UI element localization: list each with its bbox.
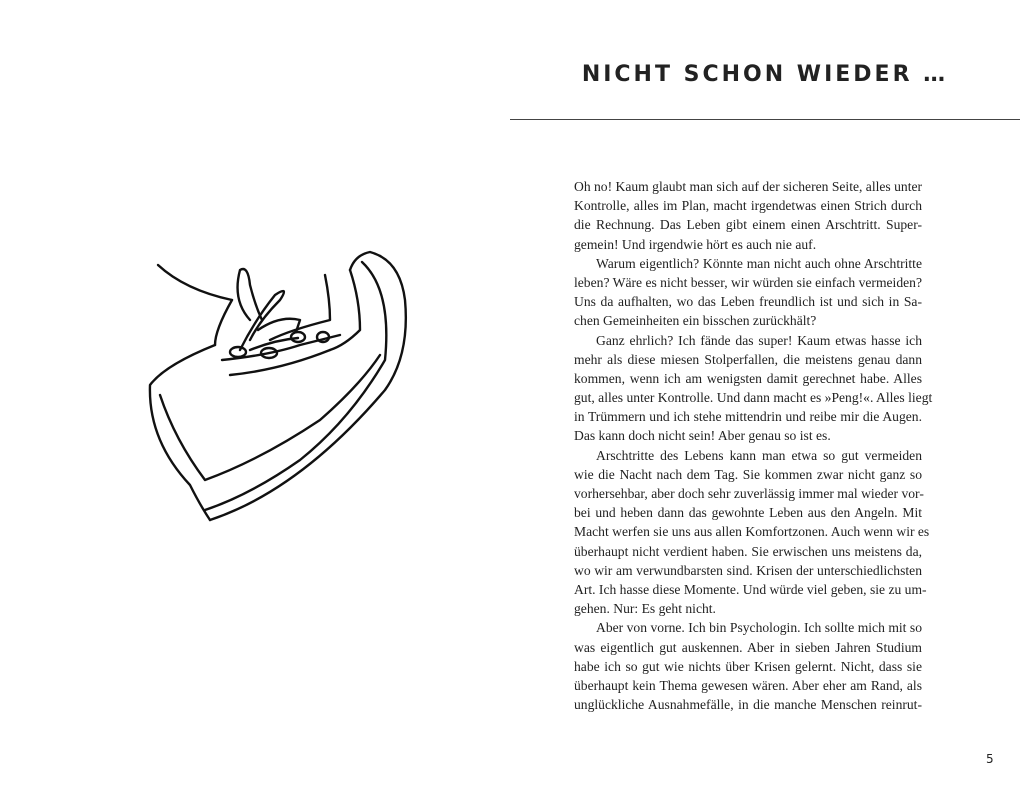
paragraph xyxy=(574,618,922,714)
text-line: Kontrolle, alles im Plan, macht irgendetwas einen Strich durch xyxy=(574,198,922,214)
text-line: unglückliche Ausnahmefälle, in die manche Menschen reinrut- xyxy=(574,697,922,713)
text-line: Macht werfen sie uns aus allen Komfortzonen. Auch wenn wir es xyxy=(574,524,930,540)
paragraph xyxy=(574,331,933,446)
text-line: Art. Ich hasse diese Momente. Und würde viel geben, sie zu um- xyxy=(574,581,927,597)
text-line: Oh no! Kaum glaubt man sich auf der sicheren Seite, alles unter xyxy=(574,179,923,194)
text-line: wie die Nacht nach dem Tag. Sie kommen zwar nicht ganz so xyxy=(574,466,922,482)
text-line: gemein! Und irgendwie hört es auch nie auf. xyxy=(574,236,817,252)
paragraph xyxy=(574,254,922,331)
text-line: mehr als diese miesen Stolperfallen, die meistens genau dann xyxy=(574,351,922,367)
text-line: überhaupt kein Thema gewesen wären. Aber eher am Rand, als xyxy=(574,677,922,693)
text-line: Ganz ehrlich? Ich fände das super! Kaum etwas hasse ich xyxy=(596,332,922,348)
text-line: vorhersehbar, aber doch sehr zuverlässig immer mal wieder vor- xyxy=(574,486,924,501)
paragraph xyxy=(574,446,930,619)
text-line: Das kann doch nicht sein! Aber genau so ist es. xyxy=(574,428,831,444)
text-line: chen Gemeinheiten ein bisschen zurückhält? xyxy=(574,313,817,329)
text-line: kommen, wenn ich am wenigsten damit gerechnet habe. Alles xyxy=(574,370,922,386)
text-line: Arschtritte des Lebens kann man etwa so gut vermeiden xyxy=(596,447,922,463)
paragraph xyxy=(574,177,922,254)
page-number: 5 xyxy=(986,752,994,766)
text-line: in Trümmern und ich stehe mittendrin und reibe mir die Augen. xyxy=(574,409,922,425)
text-line: leben? Wäre es nicht besser, wir würden sie einfach vermeiden? xyxy=(574,274,922,290)
shoe-illustration xyxy=(140,245,420,535)
text-line: die Rechnung. Das Leben gibt einem einen Arschtritt. Super- xyxy=(574,217,922,233)
text-line: Aber von vorne. Ich bin Psychologin. Ich sollte mich mit so xyxy=(596,620,922,636)
text-line: habe ich so gut wie nichts über Krisen gelernt. Nicht, dass sie xyxy=(574,658,922,674)
title-divider xyxy=(510,119,1020,120)
text-line: Uns da aufhalten, wo das Leben freundlich ist und sich in Sa- xyxy=(574,294,922,310)
text-line: Warum eigentlich? Könnte man nicht auch ohne Arschtritte xyxy=(596,255,922,271)
text-line: gehen. Nur: Es geht nicht. xyxy=(574,601,716,617)
text-line: gut, alles unter Kontrolle. Und dann macht es »Peng!«. Alles liegt xyxy=(574,390,933,406)
chapter-title: NICHT SCHON WIEDER … xyxy=(581,62,949,87)
text-line: bei und heben dann das gewohnte Leben aus den Angeln. Mit xyxy=(574,505,922,521)
text-line: wo wir am verwundbarsten sind. Krisen der unterschiedlichsten xyxy=(574,562,922,578)
text-line: überhaupt nicht verdient haben. Sie erwischen uns meistens da, xyxy=(574,543,922,559)
body-text xyxy=(574,177,933,714)
text-line: was eigentlich gut auskennen. Aber in sieben Jahren Studium xyxy=(574,639,922,655)
